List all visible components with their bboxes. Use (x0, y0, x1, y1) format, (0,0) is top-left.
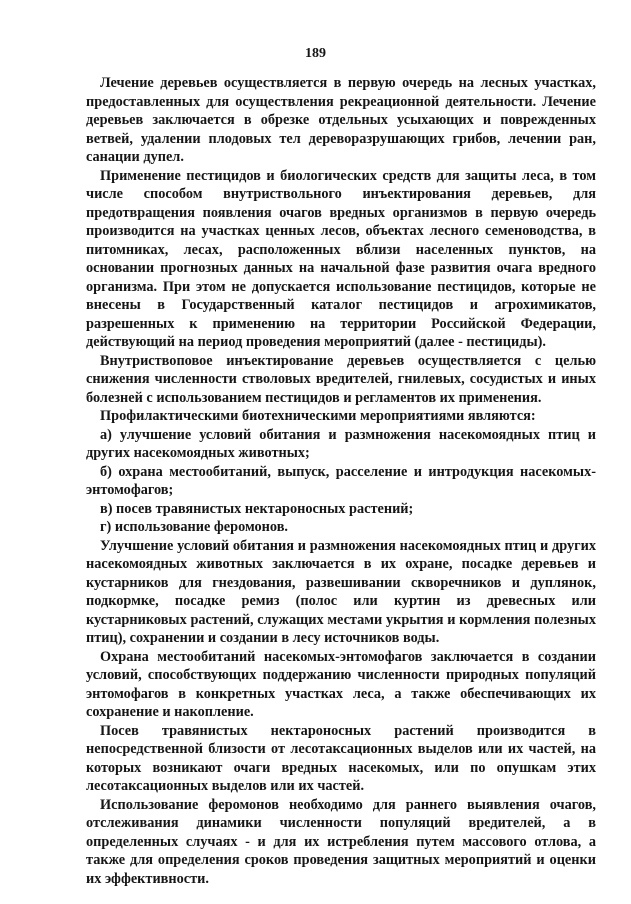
page-number: 189 (305, 46, 326, 61)
paragraph-pesticides: Применение пестицидов и биологических средств для защиты леса, в том числе способом внутриствольного инъектирования деревьев, для предотвращения появления очагов вредных организмов в первую очередь производится на участках ценных лесов, объектах лесного семеноводства, в питомниках, лесах, расположенных вблизи населенных пунктов, на основании прогнозных данных на начальной фазе развития очага вредного организма. При этом не допускается использование пестицидов, которые не внесены в Государственный каталог пестицидов и агрохимикатов, разрешенных к применению на территории Российской Федерации, действующий на период проведения мероприятий (далее - пестициды). (86, 167, 596, 350)
list-item-a: а) улучшение условий обитания и размножения насекомоядных птиц и других насекомоядных животных; (86, 426, 596, 461)
paragraph-entomophages: Охрана местообитаний насекомых-энтомофагов заключается в создании условий, способствующих поддержанию численности природных популяций энтомофагов в конкретных участках леса, а также обеспечивающих их сохранение и накопление. (86, 648, 596, 720)
paragraph-biotechnical-intro: Профилактическими биотехническими мероприятиями являются: (100, 408, 536, 424)
paragraph-pheromones: Использование феромонов необходимо для раннего выявления очагов, отслеживания динамики численности популяций вредителей, а в определенных случаях - и для их истребления путем массового отлова, а также для определения сроков проведения защитных мероприятий и оценки их эффективности. (86, 796, 596, 887)
list-item-c: в) посев травянистых нектароносных растений; (100, 500, 414, 517)
document-body (86, 74, 596, 888)
list-item-d: г) использование феромонов. (100, 519, 288, 535)
list-item-b: б) охрана местообитаний, выпуск, расселение и интродукция насекомых-энтомофагов; (86, 463, 596, 498)
paragraph-birds-habitat: Улучшение условий обитания и размножения насекомоядных птиц и других насекомоядных животных заключается в их охране, посадке деревьев и кустарников для гнездования, развешивании скворечников и дуплянок, подкормке, посадке ремиз (полос или куртин из древесных или кустарниковых растений, служащих местами укрытия и кормления полезных птиц), сохранении и создании в лесу источников воды. (86, 537, 596, 646)
paragraph-tree-treatment: Лечение деревьев осуществляется в первую очередь на лесных участках, предоставленных для осуществления рекреационной деятельности. Лечение деревьев заключается в обрезке отдельных усыхающих и поврежденных ветвей, удалении плодовых тел дереворазрушающих грибов, лечении ран, санации дупел. (86, 75, 596, 165)
paragraph-trunk-injection: Внутриствоповое инъектирование деревьев осуществляется с целью снижения численности стволовых вредителей, гнилевых, сосудистых и иных болезней с использованием пестицидов и регламентов их применения. (86, 352, 596, 406)
paragraph-nectar-plants: Посев травянистых нектароносных растений производится в непосредственной близости от лесотаксационных выделов или их частей, на которых возникают очаги вредных насекомых, или по опушкам этих лесотаксационных выделов или их частей. (86, 722, 596, 794)
